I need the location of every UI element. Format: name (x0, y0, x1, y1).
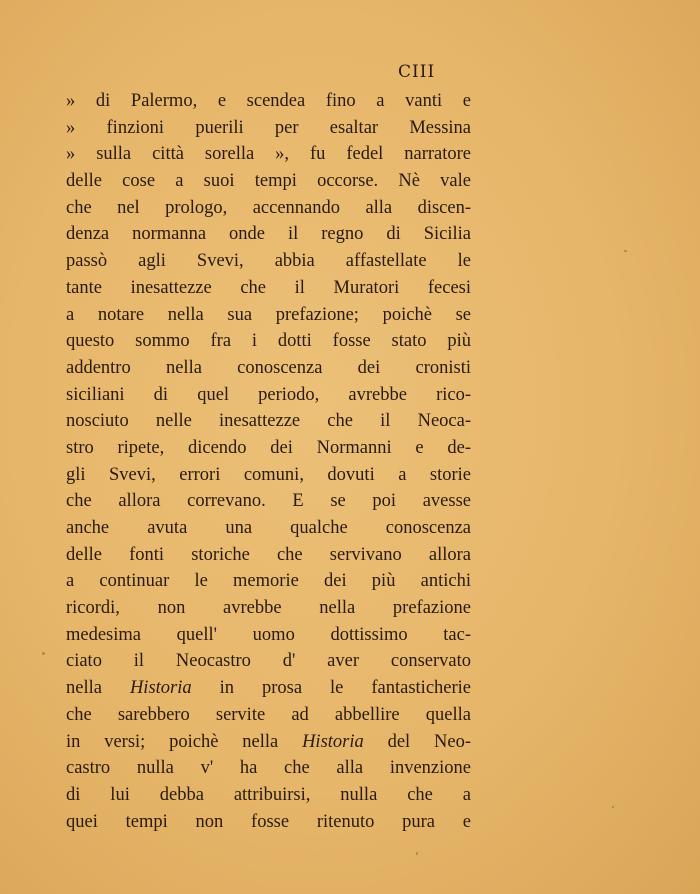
text-line: di lui debba attribuirsi, nulla che a (66, 784, 471, 805)
text-line: » sulla città sorella », fu fedel narratore (66, 144, 471, 165)
paper-speck (416, 852, 418, 855)
text-line: castro nulla v' ha che alla invenzione (66, 758, 471, 779)
text-line: questo sommo fra i dotti fosse stato più (66, 331, 471, 352)
text-line: delle cose a suoi tempi occorse. Nè vale (66, 171, 471, 192)
text-line: » di Palermo, e scendea fino a vanti e (66, 91, 471, 111)
text-run: in versi; poichè nella (66, 731, 303, 752)
body-text (66, 88, 471, 835)
text-line (66, 729, 471, 756)
text-line: passò agli Svevi, abbia affastellate le (66, 251, 471, 272)
text-line: delle fonti storiche che servivano allora (66, 544, 471, 565)
page-number: CIII (398, 62, 436, 82)
text-line: ciato il Neocastro d' aver conservato (66, 651, 471, 672)
text-line (66, 675, 471, 702)
text-line: che nel prologo, accennando alla discen- (66, 197, 471, 218)
text-run: in prosa le fantasticherie (191, 678, 471, 699)
paper-speck (42, 652, 45, 655)
text-line: » finzioni puerili per esaltar Messina (66, 117, 471, 138)
text-line: addentro nella conoscenza dei cronisti (66, 357, 471, 378)
text-line: nosciuto nelle inesattezze che il Neoca- (66, 411, 471, 432)
text-line: anche avuta una qualche conoscenza (66, 518, 471, 538)
text-line: a notare nella sua prefazione; poichè se (66, 304, 471, 325)
text-line: denza normanna onde il regno di Sicilia (66, 224, 471, 245)
text-line: stro ripete, dicendo dei Normanni e de- (66, 437, 471, 458)
paper-speck (624, 250, 627, 252)
text-line: medesima quell' uomo dottissimo tac- (66, 624, 471, 645)
text-line: a continuar le memorie dei più antichi (66, 571, 471, 592)
text-line: quei tempi non fosse ritenuto pura e (66, 811, 471, 832)
text-run: del Neo- (363, 731, 471, 752)
text-line: siciliani di quel periodo, avrebbe rico- (66, 384, 471, 405)
italic-title: Historia (129, 678, 192, 699)
text-line: tante inesattezze che il Muratori fecesi (66, 277, 471, 298)
text-line: ricordi, non avrebbe nella prefazione (66, 598, 471, 619)
text-line: che allora correvano. E se poi avesse (66, 491, 471, 512)
text-line: che sarebbero servite ad abbellire quella (66, 704, 471, 725)
text-line: gli Svevi, errori comuni, dovuti a storie (66, 464, 471, 485)
paper-speck (612, 806, 614, 808)
text-run: nella (66, 678, 130, 699)
italic-title: Historia (302, 731, 364, 752)
